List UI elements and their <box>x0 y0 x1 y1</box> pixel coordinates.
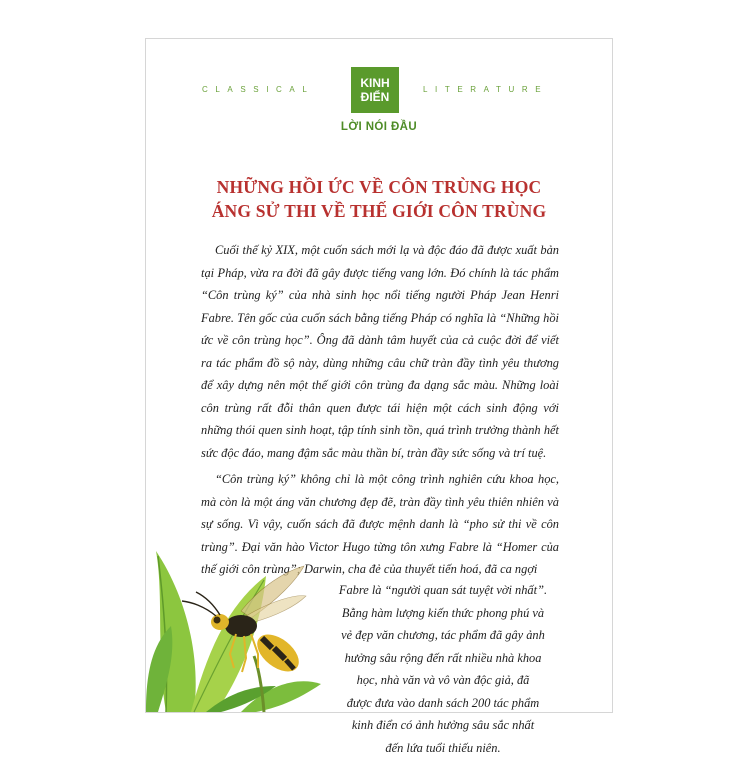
tail-line: Bằng hàm lượng kiến thức phong phú và <box>326 602 560 625</box>
tail-line: học, nhà văn và vô vàn độc giả, đã <box>326 669 560 692</box>
wasp-antenna <box>196 592 220 615</box>
body-text <box>201 239 559 585</box>
book-page <box>145 38 613 713</box>
title-line-1: NHỮNG HỒI ỨC VỀ CÔN TRÙNG HỌC <box>146 175 612 199</box>
tail-line: vẻ đẹp văn chương, tác phẩm đã gây ảnh <box>326 624 560 647</box>
wasp-head <box>211 614 229 630</box>
series-label-right: LITERATURE <box>423 85 548 94</box>
tail-line: được đưa vào danh sách 200 tác phẩm <box>326 692 560 715</box>
tail-line: kinh điển có ảnh hưởng sâu sắc nhất <box>326 714 560 737</box>
paragraph-1: Cuối thế kỷ XIX, một cuốn sách mới lạ và độc đáo đã được xuất bản tại Pháp, vừa ra đời đã gây được tiếng vang lớn. Đó chính là tác phẩm “Côn trùng ký” của nhà sinh học nổi tiếng người Pháp Jean Henri Fabre. Tên gốc của cuốn sách bằng tiếng Pháp có nghĩa là “Những hồi ức về côn trùng học”. Ông đã dành tâm huyết của cả cuộc đời để viết ra tác phẩm đồ sộ này, dùng những câu chữ tràn đầy tình yêu thương để xây dựng nên một thế giới côn trùng đa dạng sắc màu. Những loài côn trùng rất đỗi thân quen được tái hiện một cách sinh động với những thói quen sinh hoạt, tập tính sinh tồn, quá trình trưởng thành hết sức độc đáo, mang đậm sắc màu thần bí, tràn đầy sức sống và trí tuệ. <box>201 239 559 464</box>
page-title <box>146 175 612 223</box>
wasp-eye <box>214 617 221 624</box>
tail-line: Fabre là “người quan sát tuyệt vời nhất”. <box>326 579 560 602</box>
wasp-thorax <box>225 615 257 637</box>
wasp-illustration <box>146 536 346 712</box>
tail-line: hưởng sâu rộng đến rất nhiều nhà khoa <box>326 647 560 670</box>
paragraph-2: “Côn trùng ký” không chỉ là một công trình nghiên cứu khoa học, mà còn là một áng văn chương đẹp đẽ, tràn đầy tình yêu thiên nhiên và sự sống. Vì vậy, cuốn sách đã được mệnh danh là “pho sử thi về côn trùng”. Đại văn hào Victor Hugo từng tôn xưng Fabre là “Homer của thế giới côn trùng”; Darwin, cha đẻ của thuyết tiến hoá, đã ca ngợi <box>201 468 559 581</box>
series-header <box>146 67 612 113</box>
series-logo-line2: ĐIỂN <box>351 90 399 104</box>
body-text-tail <box>326 579 560 759</box>
foreword-heading: LỜI NÓI ĐẦU <box>146 121 612 133</box>
series-logo-line1: KINH <box>351 76 399 90</box>
tail-line: đến lứa tuổi thiếu niên. <box>326 737 560 759</box>
title-line-2: ÁNG SỬ THI VỀ THẾ GIỚI CÔN TRÙNG <box>146 199 612 223</box>
series-label-left: CLASSICAL <box>202 85 314 94</box>
series-logo <box>351 67 399 113</box>
